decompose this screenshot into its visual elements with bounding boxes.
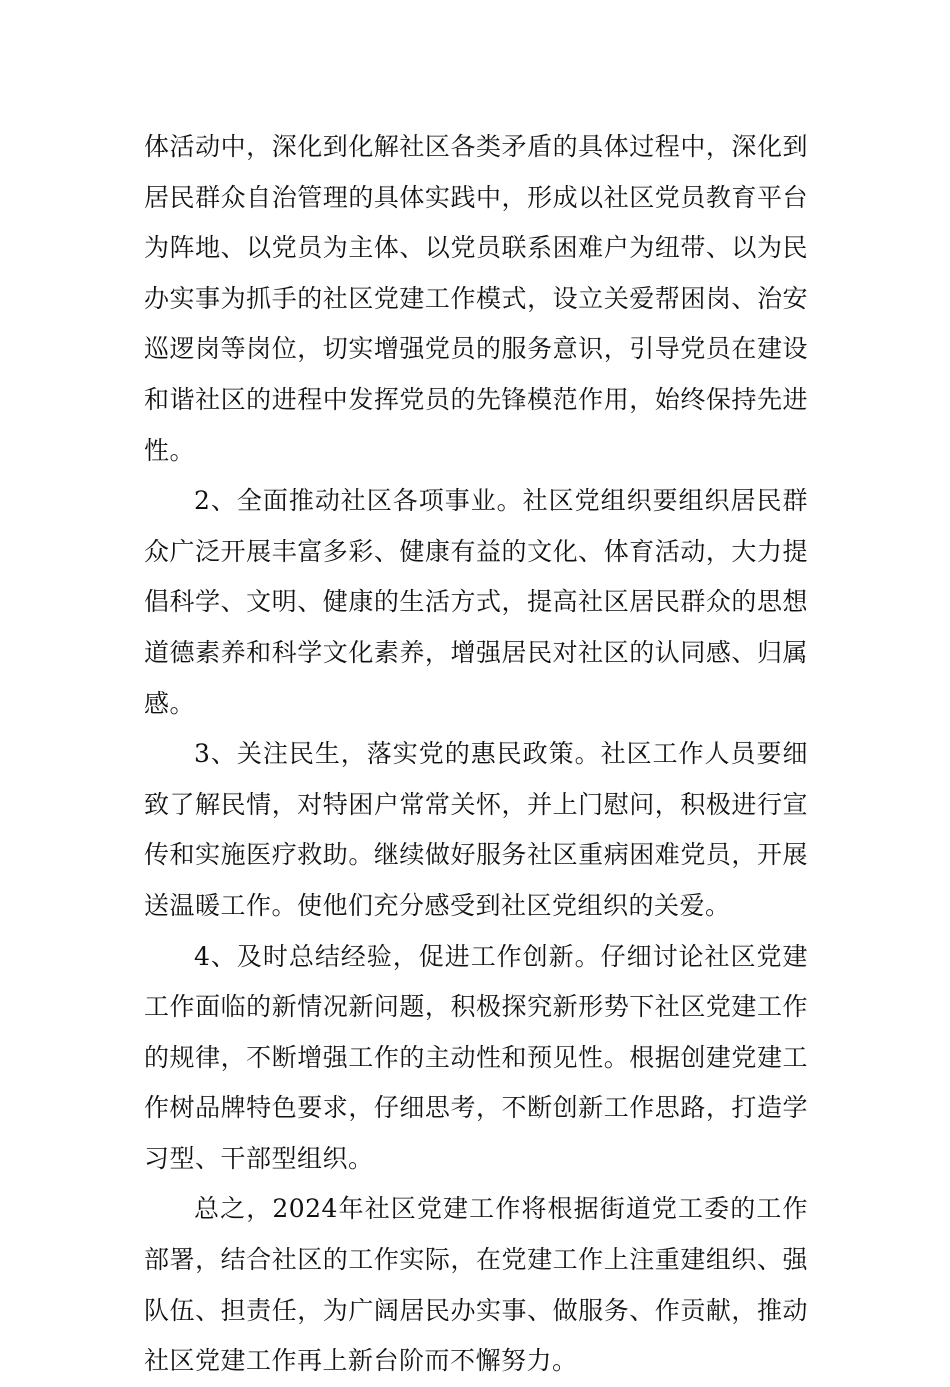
paragraph-item-3: 3、关注民生，落实党的惠民政策。社区工作人员要细致了解民情，对特困户常常关怀，并上门慰问，积极进行宣传和实施医疗救助。继续做好服务社区重病困难党员，开展送温暖工作。使他们充分感受到社区党组织的关爱。 [144, 739, 808, 920]
paragraph-continuation: 体活动中，深化到化解社区各类矛盾的具体过程中，深化到居民群众自治管理的具体实践中，形成以社区党员教育平台为阵地、以党员为主体、以党员联系困难户为纽带、以为民办实事为抓手的社区党建工作模式，设立关爱帮困岗、治安巡逻岗等岗位，切实增强党员的服务意识，引导党员在建设和谐社区的进程中发挥党员的先锋模范作用，始终保持先进性。 [144, 132, 808, 465]
paragraph-conclusion: 总之，2024年社区党建工作将根据街道党工委的工作部署，结合社区的工作实际，在党建工作上注重建组织、强队伍、担责任，为广阔居民办实事、做服务、作贡献，推动社区党建工作再上新台阶而不懈努力。 [144, 1194, 808, 1376]
paragraph-item-4: 4、及时总结经验，促进工作创新。仔细讨论社区党建工作面临的新情况新问题，积极探究新形势下社区党建工作的规律，不断增强工作的主动性和预见性。根据创建党建工作树品牌特色要求，仔细思考，不断创新工作思路，打造学习型、干部型组织。 [144, 941, 808, 1173]
document-body [144, 122, 808, 1387]
paragraph-item-2: 2、全面推动社区各项事业。社区党组织要组织居民群众广泛开展丰富多彩、健康有益的文化、体育活动，大力提倡科学、文明、健康的生活方式，提高社区居民群众的思想道德素养和科学文化素养，增强居民对社区的认同感、归属感。 [144, 486, 808, 718]
